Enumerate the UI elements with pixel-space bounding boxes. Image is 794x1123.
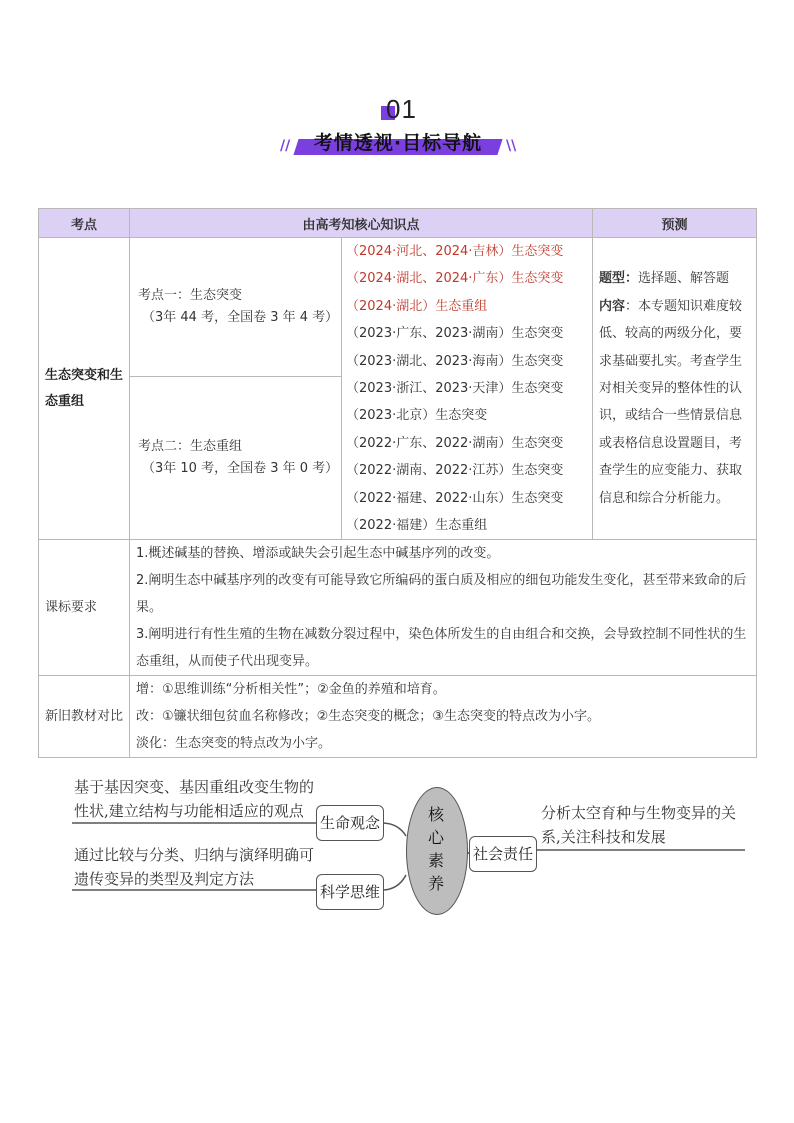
exam-analysis-table — [38, 208, 757, 758]
header-kaodian: 考点 — [39, 209, 130, 238]
section-number: 01 — [386, 94, 417, 124]
requirement-item: 2.阐明生态中碱基序列的改变有可能导致它所编码的蛋白质及相应的细包功能发生变化，甚至带来致命的后果。 — [136, 573, 747, 616]
reference-item: （2022·福建、2022·山东）生态突变 — [346, 490, 564, 506]
reference-list — [342, 238, 593, 540]
comparison-label: 新旧教材对比 — [39, 676, 130, 758]
header-prediction: 预测 — [593, 209, 757, 238]
requirements-label: 课标要求 — [39, 540, 130, 676]
banner-slash-right: \\ — [506, 138, 517, 154]
prediction-content-value: ：本专题知识难度较低、较高的两级分化，要求基础要扎实。考查学生对相关变异的整体性的认识，或结合一些情景信息或表格信息设置题目，考查学生的应变能力、获取信息和综合分析能力。 — [599, 298, 743, 506]
category-cell: 生态突变和生态重组 — [39, 238, 130, 540]
comparison-cell — [130, 676, 757, 758]
kaodian-1-sub: （3年 44 考，全国卷 3 年 4 考） — [142, 309, 339, 325]
diagram-text-scientific-thinking: 通过比较与分类、归纳与演绎明确可遗传变异的类型及判定方法 — [74, 846, 315, 888]
core-literacy-label: 核心素养 — [427, 805, 444, 893]
requirements-cell — [130, 540, 757, 676]
prediction-type-value: 选择题、解答题 — [638, 271, 730, 287]
prediction-cell — [593, 238, 757, 540]
kaodian-1 — [130, 238, 342, 377]
banner-slash-left: // — [280, 138, 291, 154]
comparison-item: 增：①思维训练“分析相关性”；②金鱼的养殖和培育。 — [136, 682, 446, 698]
section-title: 考情透视·目标导航 — [313, 132, 483, 154]
box-life-concept: 生命观念 — [316, 805, 384, 841]
reference-item: （2024·湖北、2024·广东）生态突变 — [346, 271, 564, 287]
box-social-responsibility: 社会责任 — [469, 836, 537, 872]
kaodian-1-title: 考点一：生态突变 — [138, 287, 243, 303]
comparison-item: 淡化：生态突变的特点改为小字。 — [136, 736, 332, 752]
kaodian-2-title: 考点二：生态重组 — [138, 438, 243, 454]
requirement-item: 3.阐明进行有性生殖的生物在减数分裂过程中，染色体所发生的自由组合和交换，会导致控制不同性状的生态重组，从而使子代出现变异。 — [136, 627, 747, 670]
reference-item: （2023·湖北、2023·海南）生态突变 — [346, 353, 564, 369]
diagram-text-life-concept: 基于基因突变、基因重组改变生物的性状,建立结构与功能相适应的观点 — [74, 778, 315, 820]
header-knowledge: 由高考知核心知识点 — [130, 209, 593, 238]
requirement-item: 1.概述碱基的替换、增添或缺失会引起生态中碱基序列的改变。 — [136, 546, 500, 562]
prediction-type-label: 题型： — [599, 271, 639, 287]
kaodian-2-sub: （3年 10 考，全国卷 3 年 0 考） — [142, 460, 339, 476]
reference-item: （2023·北京）生态突变 — [346, 408, 488, 424]
diagram-text-social-responsibility: 分析太空育种与生物变异的关系,关注科技和发展 — [541, 804, 737, 846]
reference-item: （2024·河北、2024·吉林）生态突变 — [346, 244, 564, 259]
reference-item: （2023·广东、2023·湖南）生态突变 — [346, 326, 564, 342]
reference-item: （2022·湖南、2022·江苏）生态突变 — [346, 463, 564, 479]
box-scientific-thinking: 科学思维 — [316, 874, 384, 910]
prediction-content-label: 内容 — [599, 298, 626, 314]
reference-item: （2022·福建）生态重组 — [346, 517, 488, 533]
reference-item: （2023·浙江、2023·天津）生态突变 — [346, 380, 564, 396]
reference-item: （2022·广东、2022·湖南）生态突变 — [346, 435, 564, 451]
reference-item: （2024·湖北）生态重组 — [346, 298, 488, 314]
kaodian-2 — [130, 376, 342, 540]
comparison-item: 改：①镰状细包贫血名称修改；②生态突变的概念；③生态突变的特点改为小字。 — [136, 709, 600, 725]
